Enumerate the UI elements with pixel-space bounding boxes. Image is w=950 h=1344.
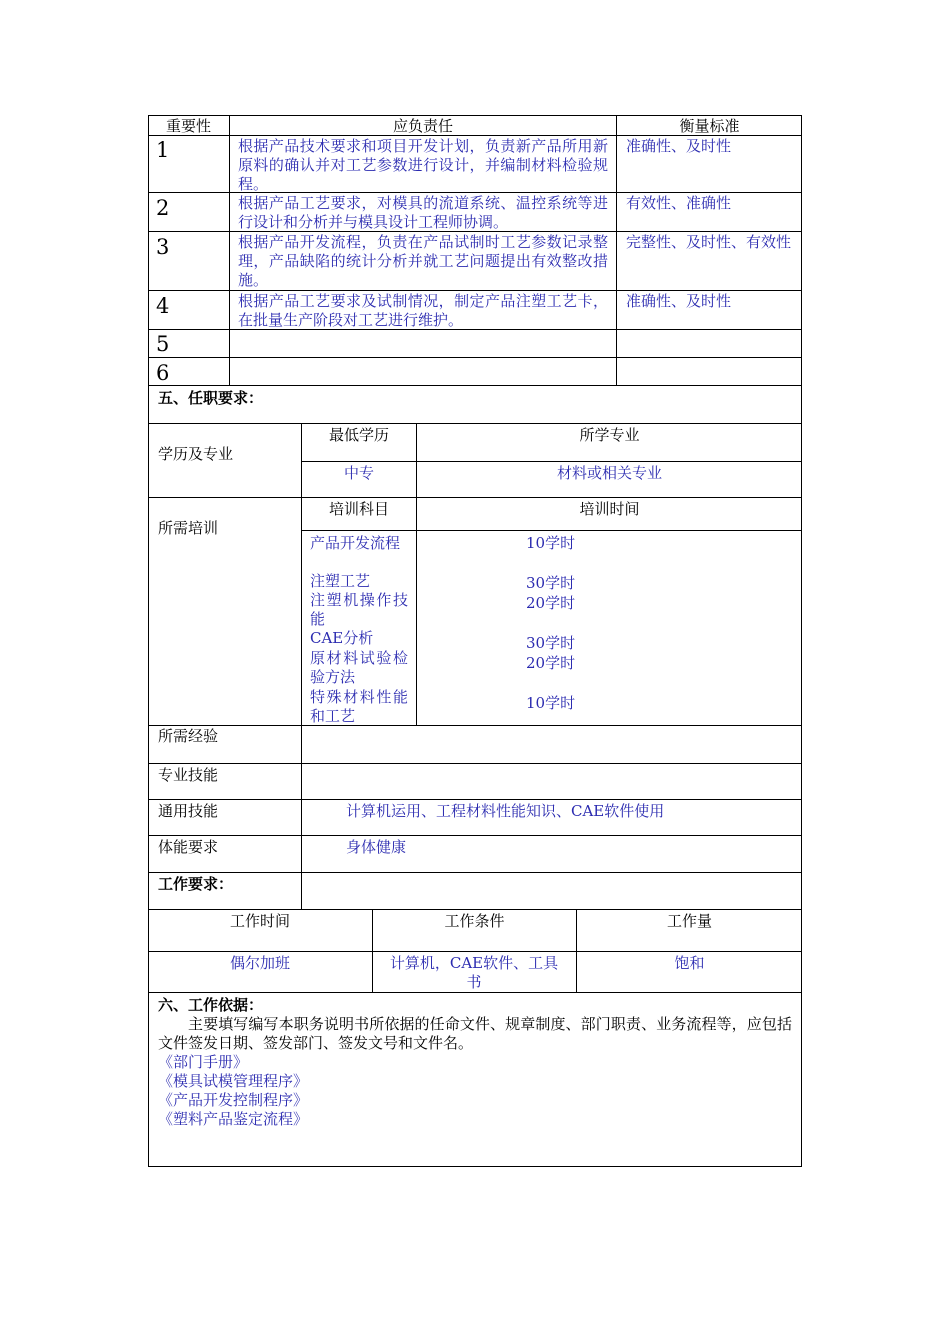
duty-row-number: 4 — [156, 294, 170, 318]
work-time-value: 偶尔加班 — [229, 954, 290, 972]
training-time: 30学时 — [526, 634, 576, 652]
duty-row-number: 5 — [156, 332, 170, 356]
basis-document: 《产品开发控制程序》 — [158, 1091, 309, 1109]
work-conditions-value: 计算机，CAE软件、工具书 — [389, 954, 559, 991]
training-time: 20学时 — [526, 594, 576, 612]
training-subject: 原材料试验检验方法 — [310, 649, 408, 686]
training-subject: CAE分析 — [310, 629, 374, 647]
training-time: 20学时 — [526, 654, 576, 672]
basis-description: 主要填写编写本职务说明书所依据的任命文件、规章制度、部门职责、业务流程等，应包括文件签发日期、签发部门、签发文号和文件名。 — [158, 1015, 792, 1052]
education-label: 学历及专业 — [158, 445, 234, 463]
duty-text: 根据产品技术要求和项目开发计划，负责新产品所用新原料的确认并对工艺参数进行设计，并编制材料检验规程。 — [238, 137, 608, 193]
basis-title: 六、工作依据： — [158, 996, 264, 1014]
duty-text: 根据产品开发流程，负责在产品试制时工艺参数记录整理，产品缺陷的统计分析并就工艺问题提出有效整改措施。 — [238, 233, 608, 289]
min-education-value: 中专 — [343, 464, 374, 482]
duty-standard: 准确性、及时性 — [626, 137, 732, 155]
general-skills-label: 通用技能 — [158, 802, 219, 820]
physical-value: 身体健康 — [346, 838, 407, 856]
duty-standard: 有效性、准确性 — [626, 194, 732, 212]
training-time-header: 培训时间 — [579, 500, 640, 518]
major-value: 材料或相关专业 — [556, 464, 662, 482]
basis-document: 《模具试模管理程序》 — [158, 1072, 309, 1090]
workload-header: 工作量 — [666, 912, 712, 930]
training-subject: 注塑机操作技能 — [310, 591, 408, 628]
duty-text: 根据产品工艺要求及试制情况，制定产品注塑工艺卡，在批量生产阶段对工艺进行维护。 — [238, 292, 608, 329]
training-label: 所需培训 — [158, 519, 219, 537]
header-responsibility: 应负责任 — [392, 117, 453, 135]
training-subject: 特殊材料性能和工艺 — [310, 688, 408, 725]
work-requirements-title: 工作要求： — [158, 875, 234, 893]
experience-label: 所需经验 — [158, 727, 219, 745]
work-time-header: 工作时间 — [229, 912, 290, 930]
basis-document: 《部门手册》 — [158, 1053, 249, 1071]
work-conditions-header: 工作条件 — [444, 912, 505, 930]
duty-row-number: 6 — [156, 361, 170, 385]
workload-value: 饱和 — [674, 954, 705, 972]
major-header: 所学专业 — [579, 426, 640, 444]
training-time: 30学时 — [526, 574, 576, 592]
qualifications-title: 五、任职要求： — [158, 389, 264, 407]
job-description-page — [148, 115, 802, 1167]
min-education-header: 最低学历 — [328, 426, 389, 444]
header-importance: 重要性 — [165, 117, 211, 135]
training-subject: 产品开发流程 — [310, 534, 401, 552]
header-standard: 衡量标准 — [679, 117, 740, 135]
general-skills-value: 计算机运用、工程材料性能知识、CAE软件使用 — [346, 802, 665, 820]
training-time: 10学时 — [526, 534, 576, 552]
duty-standard: 完整性、及时性、有效性 — [626, 233, 792, 251]
duty-standard: 准确性、及时性 — [626, 292, 732, 310]
professional-skills-label: 专业技能 — [158, 766, 219, 784]
basis-document: 《塑料产品鉴定流程》 — [158, 1110, 309, 1128]
training-time: 10学时 — [526, 694, 576, 712]
duty-row-number: 3 — [156, 235, 170, 259]
duty-row-number: 1 — [156, 138, 170, 162]
training-subject: 注塑工艺 — [310, 572, 371, 590]
physical-label: 体能要求 — [158, 838, 219, 856]
training-subject-header: 培训科目 — [328, 500, 389, 518]
duty-row-number: 2 — [156, 196, 170, 220]
duty-text: 根据产品工艺要求，对模具的流道系统、温控系统等进行设计和分析并与模具设计工程师协调。 — [238, 194, 608, 231]
